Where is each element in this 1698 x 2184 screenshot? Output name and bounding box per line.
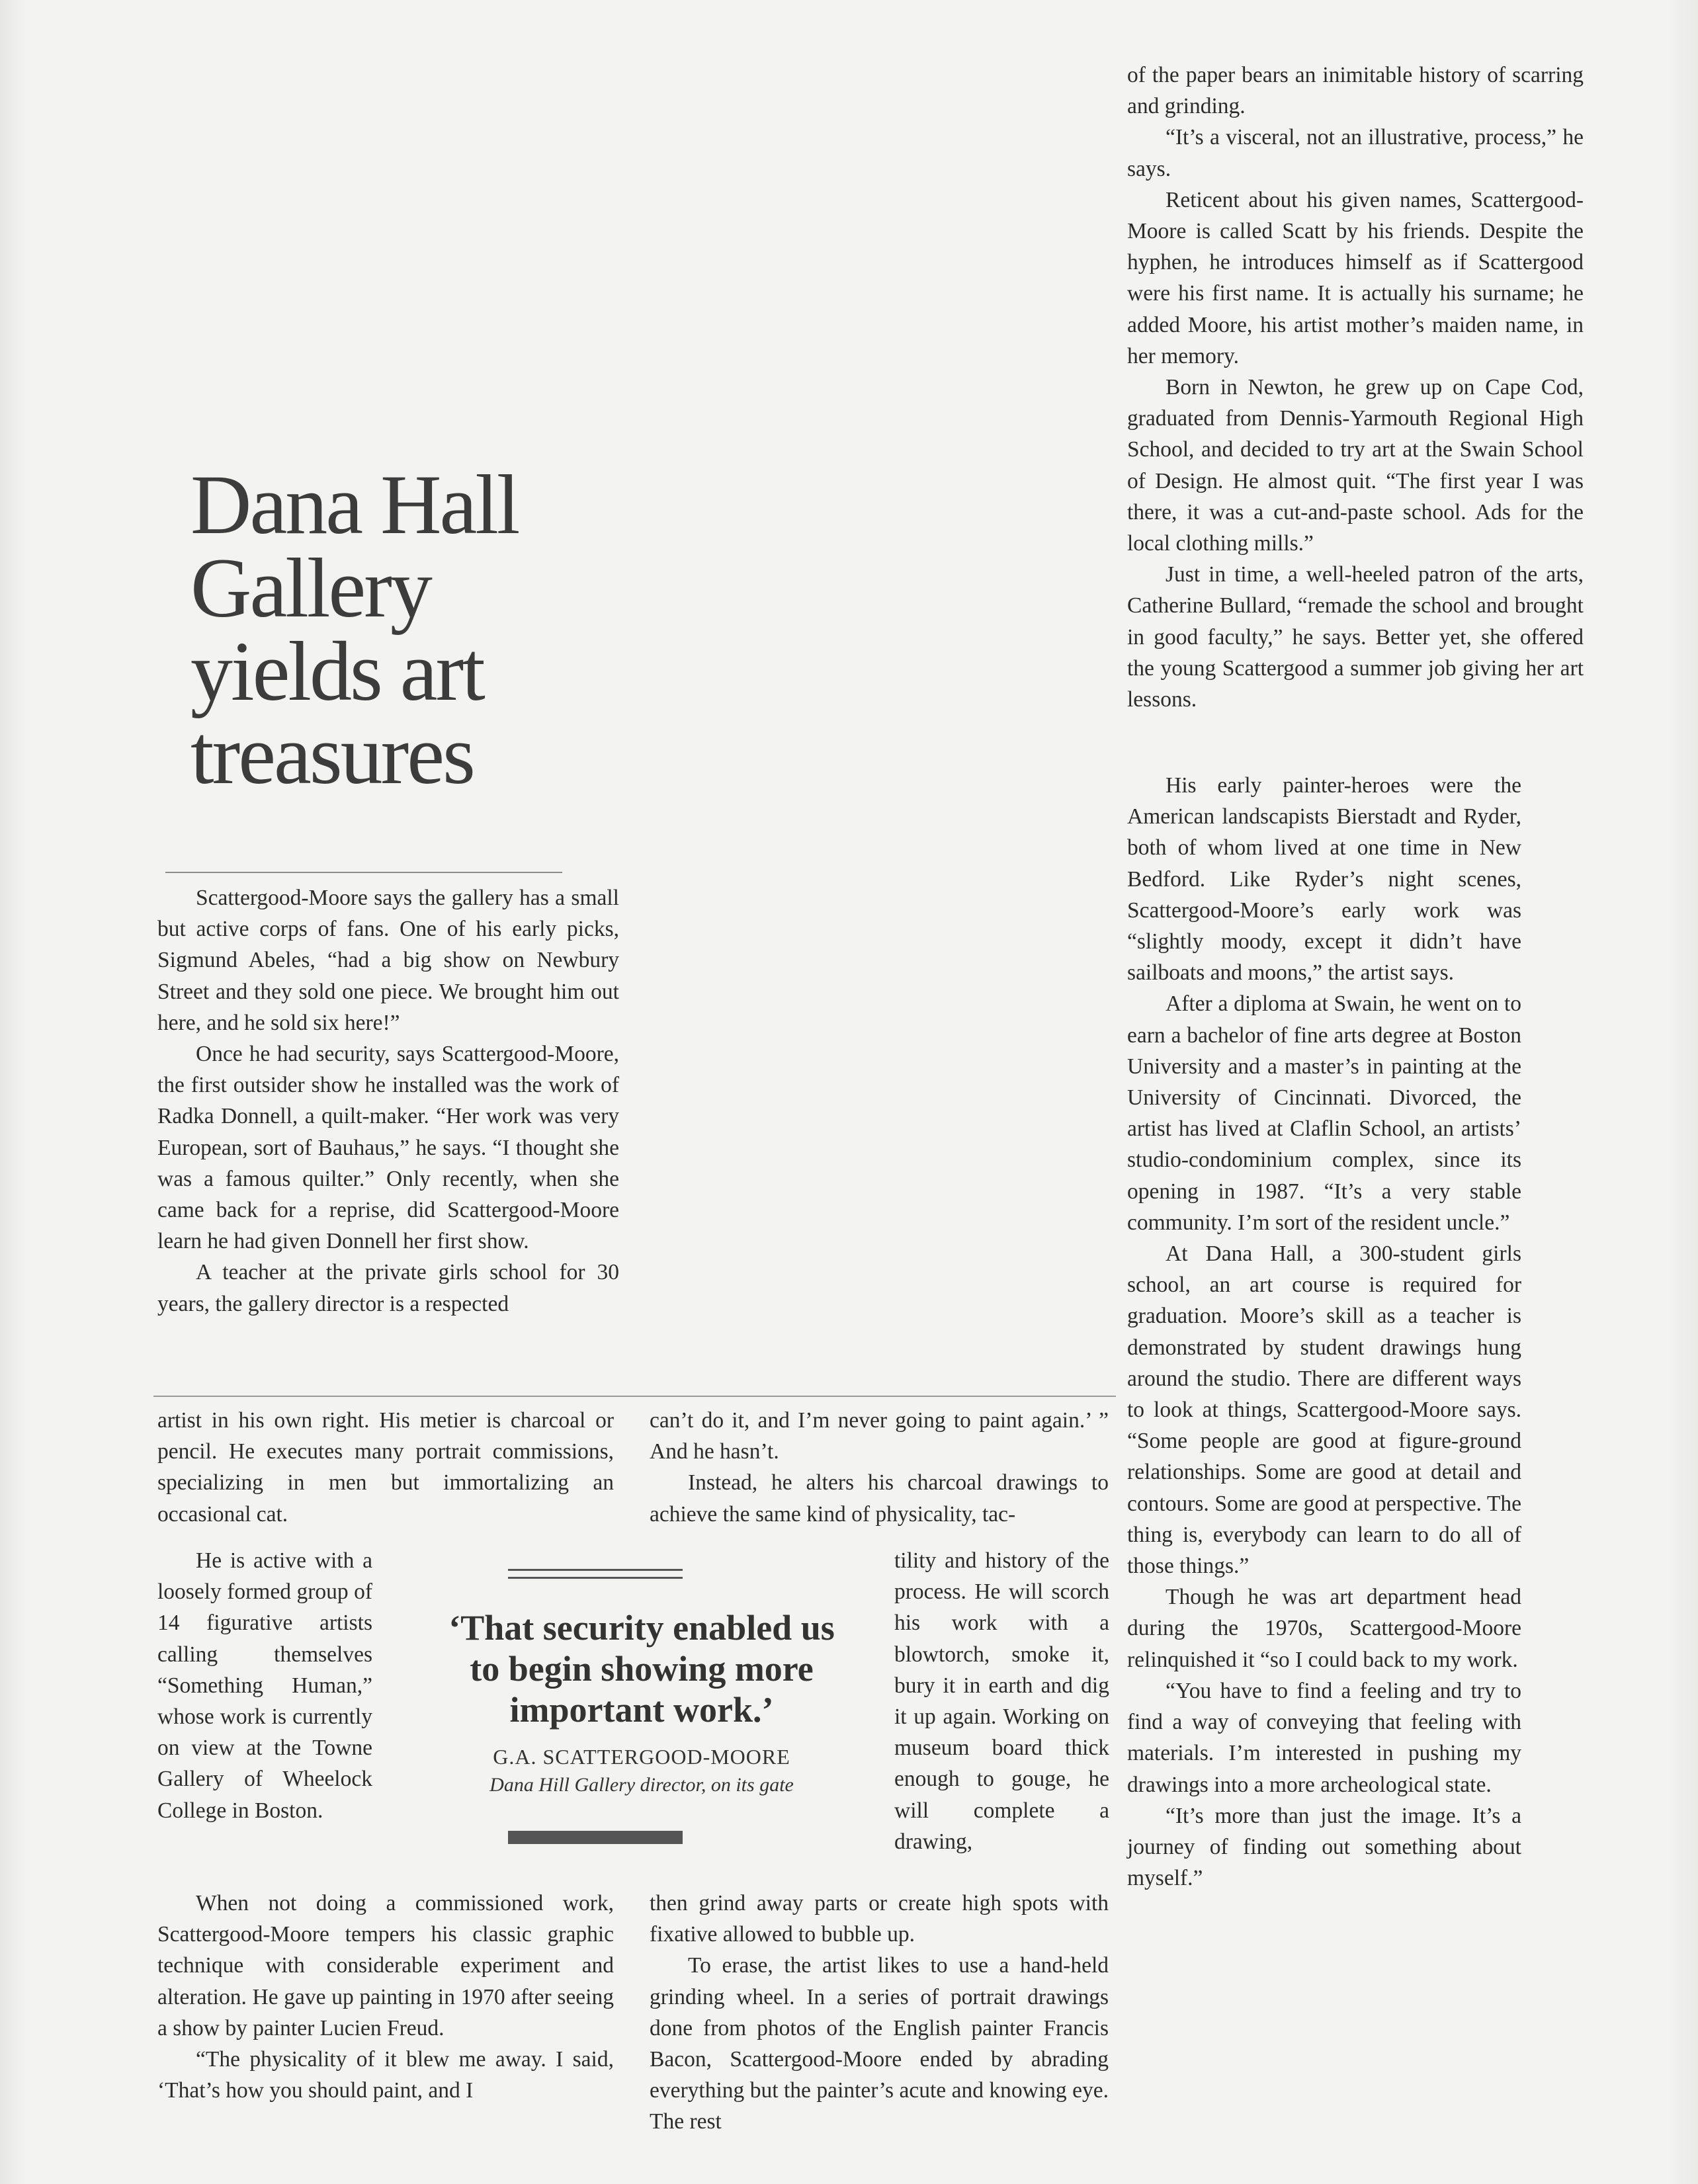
- column-2-top: [650, 1405, 1109, 1530]
- paragraph: Reticent about his given names, Scattergood-Moore is called Scatt by his friends. Despite the hyphen, he introduces himself as if Scattergood were his first name. It is actually his surname; he added Moore, his artist mother’s maiden name, in her memory.: [1127, 187, 1584, 368]
- paragraph: He is active with a loosely formed group of 14 figurative artists calling themselves “Something Human,” whose work is currently on view at the Towne Gallery of Wheelock College in Boston.: [157, 1548, 372, 1823]
- quote-attribution-role: Dana Hill Gallery director, on its gate: [489, 1774, 794, 1796]
- quote-rule: [508, 1577, 683, 1579]
- paragraph: “It’s more than just the image. It’s a journey of finding out something about myself.”: [1127, 1803, 1521, 1891]
- column-2-bottom: [650, 1888, 1109, 2138]
- paragraph: of the paper bears an inimitable history of scarring and grinding.: [1127, 63, 1584, 119]
- paragraph: can’t do it, and I’m never going to paint again.’ ” And he hasn’t.: [650, 1408, 1109, 1464]
- headline-underline: [165, 872, 562, 873]
- pull-quote: ‘That security enabled us to begin showing more important work.’: [448, 1608, 835, 1730]
- paragraph: A teacher at the private girls school for 30 years, the gallery director is a respected: [157, 1260, 619, 1316]
- paragraph: artist in his own right. His metier is charcoal or pencil. He executes many portrait commissions, specializing in men but immortalizing an occasional cat.: [157, 1408, 614, 1527]
- column-3-bottom: [1127, 770, 1521, 1894]
- paragraph: At Dana Hall, a 300-student girls school, an art course is required for graduation. Moore’s skill as a teacher is demonstrated by student drawings hung around the studio. There are different ways to look at things, Scattergood-Moore says. “Some people are good at figure-ground relationships. Some are good at detail and contours. Some are good at perspective. The thing is, everybody can learn to do all of those things.”: [1127, 1241, 1521, 1579]
- paragraph: Scattergood-Moore says the gallery has a small but active corps of fans. One of his early picks, Sigmund Abeles, “had a big show on Newbury Street and they sold one piece. We brought him out here, and he sold six here!”: [157, 886, 619, 1035]
- paragraph: His early painter-heroes were the American landscapists Bierstadt and Ryder, both of whom lived at one time in New Bedford. Like Ryder’s night scenes, Scattergood-Moore’s early work was “slightly moody, except it didn’t have sailboats and moons,” the artist says.: [1127, 773, 1521, 986]
- column-3-top: [1127, 60, 1584, 715]
- paragraph: To erase, the artist likes to use a hand-held grinding wheel. In a series of portrait drawings done from photos of the English painter Francis Bacon, Scattergood-Moore ended by abrading everything but the painter’s acute and knowing eye. The rest: [650, 1953, 1109, 2134]
- quote-bar: [508, 1831, 683, 1844]
- paragraph: Instead, he alters his charcoal drawings to achieve the same kind of physicality, tac-: [650, 1470, 1109, 1527]
- paragraph: “It’s a visceral, not an illustrative, process,” he says.: [1127, 125, 1584, 181]
- paragraph: Born in Newton, he grew up on Cape Cod, graduated from Dennis-Yarmouth Regional High School, and decided to try art at the Swain School of Design. He almost quit. “The first year I was there, it was a cut-and-paste school. Ads for the local clothing mills.”: [1127, 375, 1584, 556]
- column-1-narrow: [157, 1545, 372, 1826]
- paragraph: “You have to find a feeling and try to find a way of conveying that feeling with materials. I’m interested in pushing my drawings into a more archeological state.: [1127, 1678, 1521, 1797]
- paragraph: tility and history of the process. He will scorch his work with a blowtorch, smoke it, bury it in earth and dig it up again. Working on museum board thick enough to gouge, he will complete a drawing,: [894, 1548, 1109, 1854]
- section-divider: [153, 1396, 1116, 1397]
- paragraph: “The physicality of it blew me away. I said, ‘That’s how you should paint, and I: [157, 2047, 614, 2103]
- column-1-middle: [157, 1405, 614, 1530]
- quote-rule: [508, 1569, 683, 1571]
- paragraph: Just in time, a well-heeled patron of the arts, Catherine Bullard, “remade the school and brought in good faculty,” he says. Better yet, she offered the young Scattergood a summer job giving her art lessons.: [1127, 562, 1584, 712]
- paragraph: then grind away parts or create high spots with fixative allowed to bubble up.: [650, 1891, 1109, 1947]
- column-2-narrow: [894, 1545, 1109, 1857]
- headline: Dana Hall Gallery yields art treasures: [191, 458, 519, 802]
- column-1-top: [157, 882, 619, 1320]
- column-1-bottom: [157, 1888, 614, 2106]
- paragraph: After a diploma at Swain, he went on to earn a bachelor of fine arts degree at Boston University and a master’s in painting at the University of Cincinnati. Divorced, the artist has lived at Claflin School, an artists’ studio-condominium complex, since its opening in 1987. “It’s a very stable community. I’m sort of the resident uncle.”: [1127, 991, 1521, 1235]
- quote-attribution-name: G.A. SCATTERGOOD-MOORE: [493, 1745, 790, 1769]
- paragraph: When not doing a commissioned work, Scattergood-Moore tempers his classic graphic technique with considerable experiment and alteration. He gave up painting in 1970 after seeing a show by painter Lucien Freud.: [157, 1891, 614, 2040]
- paragraph: Once he had security, says Scattergood-Moore, the first outsider show he installed was the work of Radka Donnell, a quilt-maker. “Her work was very European, sort of Bauhaus,” he says. “I thought she was a famous quilter.” Only recently, when she came back for a reprise, did Scattergood-Moore learn he had given Donnell her first show.: [157, 1042, 619, 1254]
- paragraph: Though he was art department head during the 1970s, Scattergood-Moore relinquished it “so I could back to my work.: [1127, 1585, 1521, 1672]
